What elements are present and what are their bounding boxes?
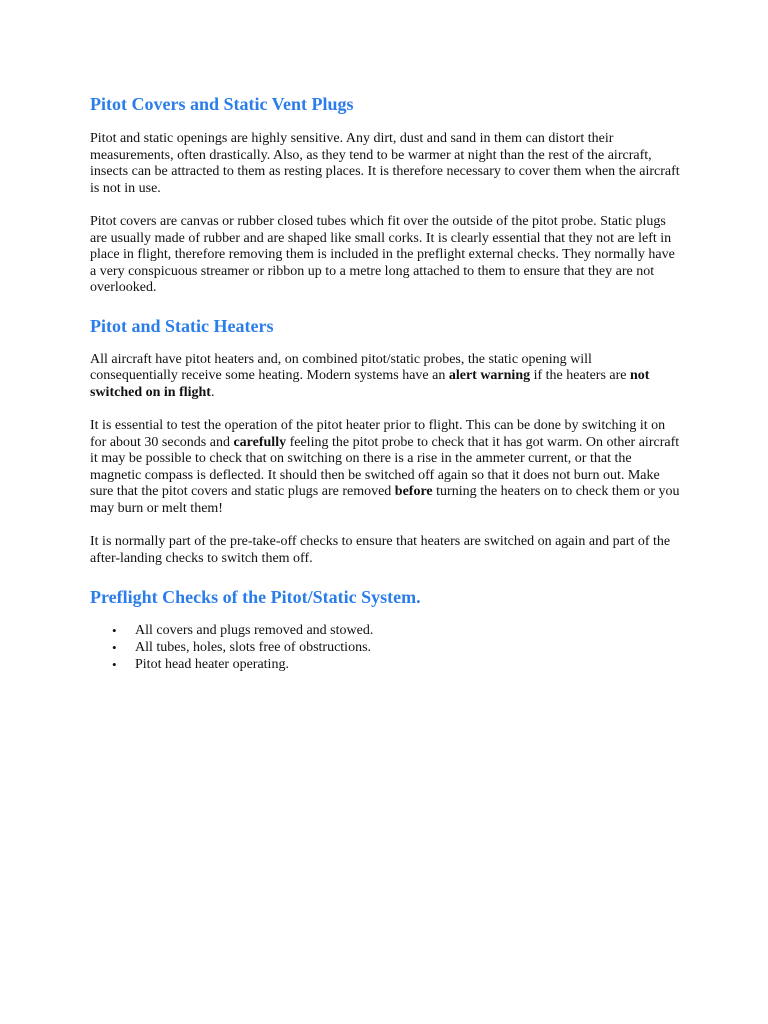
text-run: if the heaters are (530, 368, 630, 383)
preflight-checklist (90, 622, 680, 673)
heading-pitot-covers: Pitot Covers and Static Vent Plugs (90, 94, 354, 114)
text-run: turning the heaters on to check them or you may burn or melt them! (90, 484, 680, 516)
heading-pitot-heaters: Pitot and Static Heaters (90, 315, 274, 336)
list-item (90, 639, 680, 656)
heading-preflight-checks: Preflight Checks of the Pitot/Static System. (90, 587, 421, 607)
paragraph-openings-sensitive: Pitot and static openings are highly sensitive. Any dirt, dust and sand in them can distort their measurements, often drastically. Also, as they tend to be warmer at night than the rest of the aircraft, insects can be attracted to them as resting places. It is therefore necessary to cover them when the aircraft is not in use. (90, 131, 680, 196)
text-run: All aircraft have pitot heaters and, on combined pitot/static probes, the static opening will consequentially receive some heating. Modern systems have an (90, 351, 592, 383)
text-run: . (210, 384, 215, 400)
bold-not-switched-on: not switched on in flight (90, 368, 650, 400)
list-item-text: Pitot head heater operating. (135, 657, 289, 672)
bold-alert-warning: alert warning (448, 368, 531, 383)
text-run: It is essential to test the operation of the pitot heater prior to flight. This can be done by switching it on for about 30 seconds and (90, 418, 666, 450)
list-item-text: All tubes, holes, slots free of obstructions. (135, 640, 372, 655)
bullet-icon: • (112, 657, 117, 672)
bold-carefully: carefully (233, 434, 287, 450)
paragraph-pitot-heaters (90, 352, 680, 402)
list-item (90, 656, 680, 673)
text-run: feeling the pitot probe to check that it has got warm. On other aircraft it may be possible to check that on switching on there is a rise in the ammeter current, or that the magnetic compass is deflected. It should then be switched off again so that it does not burn out. Make sure that the pitot covers and static plugs are removed (90, 434, 680, 499)
list-item (90, 622, 680, 639)
paragraph-pitot-covers: Pitot covers are canvas or rubber closed tubes which fit over the outside of the pitot probe. Static plugs are usually made of rubber and are shaped like small corks. It is clearly essential that they not are left in place in flight, therefore removing them is included in the preflight external checks. They normally have a very conspicuous streamer or ribbon up to a metre long attached to them to ensure that they are not overlooked. (90, 214, 675, 295)
bold-before: before (394, 484, 433, 499)
paragraph-pre-takeoff-checks: It is normally part of the pre-take-off checks to ensure that heaters are switched on again and part of the after-landing checks to switch them off. (90, 534, 671, 566)
paragraph-heater-test (90, 418, 680, 517)
list-item-text: All covers and plugs removed and stowed. (135, 623, 374, 638)
document-page (90, 92, 680, 673)
bullet-icon: • (112, 640, 117, 655)
bullet-icon: • (112, 623, 117, 638)
